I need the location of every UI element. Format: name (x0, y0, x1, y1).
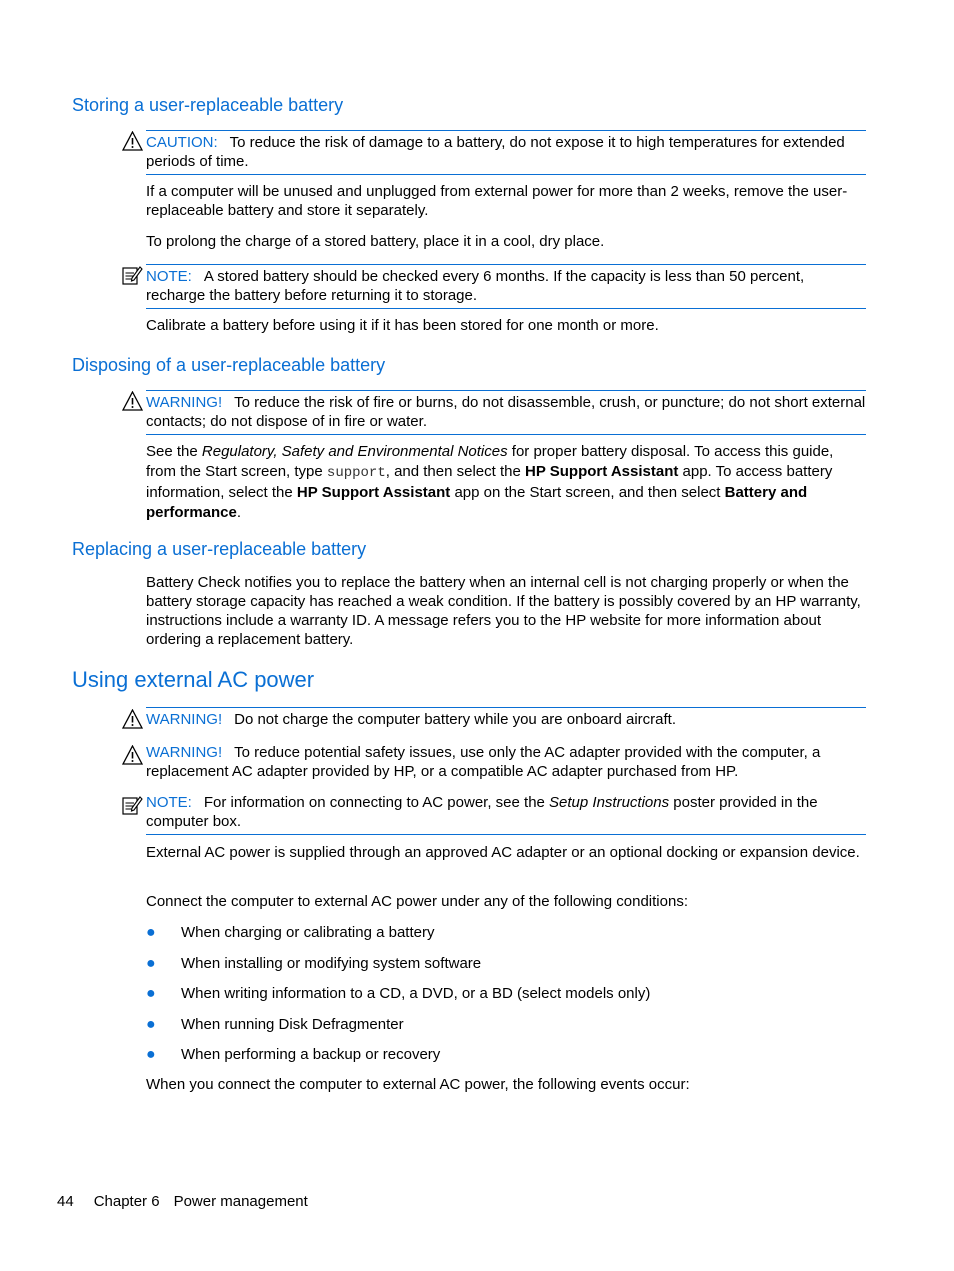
warning-notice (146, 707, 866, 729)
warning-icon (122, 709, 143, 729)
warning-icon (122, 745, 143, 765)
note-notice (146, 264, 866, 309)
list-item: ● When writing information to a CD, a DVD, or a BD (select models only) (146, 985, 651, 1002)
chapter-title: Power management (173, 1193, 308, 1210)
note-text: A stored battery should be checked every 6 months. If the capacity is less than 50 percent, recharge the battery before returning it to storage. (146, 268, 805, 304)
caution-icon (122, 131, 143, 151)
page-footer (57, 1192, 308, 1211)
bullet: ● (146, 1046, 156, 1063)
warning-notice (146, 390, 866, 435)
warning-label: WARNING! (146, 711, 223, 728)
paragraph: If a computer will be unused and unplugged from external power for more than 2 weeks, remove the user-replaceable battery and store it separately. (146, 183, 848, 219)
hp-support-assistant-label: HP Support Assistant (525, 462, 679, 480)
setup-instructions-title: Setup Instructions (549, 794, 670, 811)
bullet: ● (146, 924, 156, 941)
conditions-list (146, 923, 866, 1064)
note-label: NOTE: (146, 794, 192, 811)
caution-label: CAUTION: (146, 134, 218, 151)
note-icon (122, 795, 143, 815)
section-heading-disposing: Disposing of a user-replaceable battery (72, 355, 386, 375)
page-number: 44 (57, 1193, 74, 1210)
disposal-paragraph: See the Regulatory, Safety and Environmental Notices for proper battery disposal. To access this guide, from the Start screen, type support, and then select the HP Support Assistant app. To access battery information, select the HP Support Assistant app on the Start screen, and then select Battery and performance. (146, 443, 834, 522)
paragraph: When you connect the computer to external AC power, the following events occur: (146, 1076, 690, 1093)
note-label: NOTE: (146, 268, 192, 285)
section-heading-storing: Storing a user-replaceable battery (72, 95, 344, 115)
bullet: ● (146, 1015, 156, 1033)
caution-text: To reduce the risk of damage to a battery, do not expose it to high temperatures for extended periods of time. (146, 134, 845, 170)
list-item: ● When installing or modifying system software (146, 954, 482, 972)
battery-and-performance-label: Battery and performance (146, 484, 808, 522)
bullet: ● (146, 985, 156, 1002)
caution-notice (146, 130, 866, 175)
paragraph: Calibrate a battery before using it if it has been stored for one month or more. (146, 317, 659, 334)
section-heading-replacing: Replacing a user-replaceable battery (72, 539, 367, 559)
warning-text: To reduce the risk of fire or burns, do not disassemble, crush, or puncture; do not short external contacts; do not dispose of in fire or water. (146, 394, 866, 430)
code-support: support (326, 464, 386, 481)
warning-notice (146, 743, 866, 781)
section-heading-ac-power: Using external AC power (72, 667, 315, 692)
note-icon (122, 265, 143, 285)
chapter-label: Chapter 6 (93, 1193, 160, 1210)
warning-icon (122, 391, 143, 411)
warning-label: WARNING! (146, 394, 223, 411)
warning-text: To reduce potential safety issues, use only the AC adapter provided with the computer, a replacement AC adapter provided by HP, or a compatible AC adapter purchased from HP. (146, 744, 821, 780)
warning-label: WARNING! (146, 744, 223, 761)
list-item: ● When running Disk Defragmenter (146, 1015, 404, 1033)
list-item: ● When charging or calibrating a battery (146, 924, 435, 941)
hp-support-assistant-label: HP Support Assistant (296, 484, 451, 502)
regulatory-notices-title: Regulatory, Safety and Environmental Notices (201, 443, 508, 460)
list-item: ● When performing a backup or recovery (146, 1046, 441, 1063)
warning-text: Do not charge the computer battery while you are onboard aircraft. (234, 711, 677, 728)
paragraph: Connect the computer to external AC power under any of the following conditions: (146, 893, 688, 910)
paragraph: Battery Check notifies you to replace the battery when an internal cell is not charging properly or when the battery storage capacity has reached a weak condition. If the battery is possibly covered by an HP warranty, instructions include a warranty ID. A message refers you to the HP website for more information about ordering a replacement battery. (146, 574, 861, 648)
paragraph: External AC power is supplied through an approved AC adapter or an optional docking or expansion device. (146, 844, 860, 861)
bullet: ● (146, 954, 156, 972)
paragraph: To prolong the charge of a stored battery, place it in a cool, dry place. (146, 233, 605, 250)
note-notice: NOTE: For information on connecting to AC power, see the Setup Instructions poster provided in the computer box. (146, 793, 866, 835)
